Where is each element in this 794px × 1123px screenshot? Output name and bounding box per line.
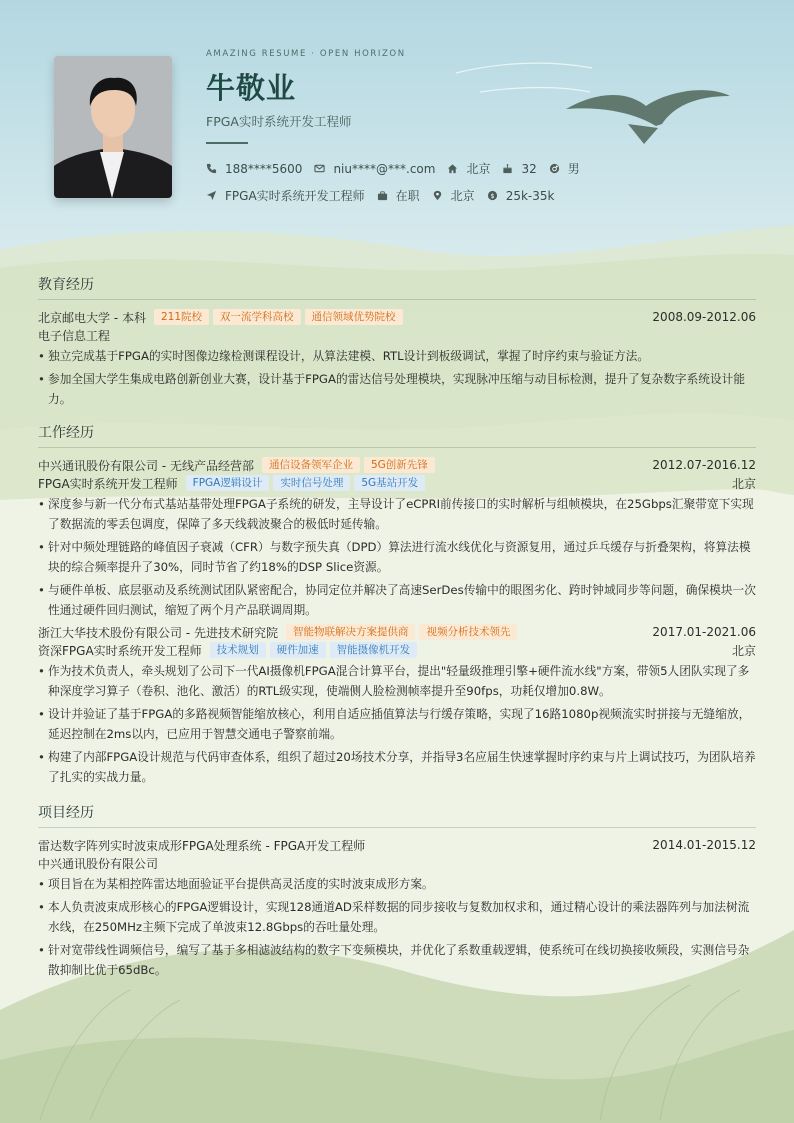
info-phone: 188****5600 [206,162,302,176]
list-item: • 针对中频处理链路的峰值因子衰减（CFR）与数字预失真（DPD）算法进行流水线优化与资源复用，通过乒乓缓存与折叠架构，将算法模块的综合频率提升了30%，同时节省了约18%的DSP Slice资源。 [38,537,756,577]
list-item: • 本人负责波束成形核心的FPGA逻辑设计，实现128通道AD采样数据的同步接收与复数加权求和，通过精心设计的乘法器阵列与加法树流水线，在250MHz主频下完成了单波束12.8Gbps的吞吐量处理。 [38,897,756,937]
info-location: 北京 [432,187,475,204]
job-city: 北京 [731,643,756,658]
skill-tag: 实时信号处理 [273,475,350,491]
list-item: • 针对宽带线性调频信号，编写了基于多相滤波结构的数字下变频模块，并优化了系数重载逻辑，使系统可在线切换接收频段，实测信号杂散抑制比优于65dBc。 [38,940,756,980]
phone-icon [206,163,217,174]
gender-icon [549,163,560,174]
skill-tag: 智能摄像机开发 [330,642,418,658]
list-item: • 独立完成基于FPGA的实时图像边缘检测课程设计，从算法建模、RTL设计到板级调试，掌握了时序约束与验证方法。 [38,346,756,366]
job-title: FPGA实时系统开发工程师 [206,114,352,129]
skill-tag: 技术规划 [210,642,266,658]
major: 电子信息工程 [38,328,111,343]
position: 资深FPGA实时系统开发工程师 [38,643,202,658]
info-row-job [206,187,566,204]
job-head [38,456,756,474]
school-name: 北京邮电大学 - 本科 [38,310,146,325]
education-bullets [38,346,756,409]
company-tag: 视频分析技术领先 [419,624,517,640]
list-item: • 参加全国大学生集成电路创新创业大赛，设计基于FPGA的雷达信号处理模块，实现脉冲压缩与动目标检测，提升了复杂数字系统设计能力。 [38,369,756,409]
info-target-job: FPGA实时系统开发工程师 [206,187,365,204]
candidate-name: 牛敬业 [206,71,297,105]
projects-section [38,802,756,983]
position-row [38,474,756,492]
info-status: 在职 [377,187,420,204]
major-row [38,326,756,344]
company-name: 浙江大华技术股份有限公司 - 先进技术研究院 [38,625,278,640]
section-title: 教育经历 [38,274,756,300]
location-icon [432,190,443,201]
tagline: AMAZING RESUME · OPEN HORIZON [206,49,406,59]
section-title: 工作经历 [38,422,756,448]
education-date: 2008.09-2012.06 [652,310,756,324]
status-icon [377,190,388,201]
school-tag: 双一流学科高校 [213,309,301,325]
list-item: • 构建了内部FPGA设计规范与代码审查体系，组织了超过20场技术分享，并指导3名应届生快速掌握时序约束与片上调试技巧，为团队培养了扎实的实战力量。 [38,747,756,787]
skill-tag: 硬件加速 [270,642,326,658]
info-email: niu****@***.com [314,162,435,176]
job-bullets [38,661,756,787]
info-salary: $ 25k-35k [487,189,555,203]
company-name: 中兴通讯股份有限公司 - 无线产品经营部 [38,458,254,473]
job-head [38,623,756,641]
list-item: • 作为技术负责人，牵头规划了公司下一代AI摄像机FPGA混合计算平台，提出"轻量级推理引擎+硬件流水线"方案，带领5人团队实现了多种深度学习算子（卷积、池化、激活）的RTL级实现，使端侧人脸检测帧率提升至90fps，功耗仅增加0.8W。 [38,661,756,701]
position-row [38,641,756,659]
project-name: 雷达数字阵列实时波束成形FPGA处理系统 - FPGA开发工程师 [38,838,366,853]
work-section [38,422,756,790]
skill-tag: 5G基站开发 [354,475,425,491]
list-item: • 项目旨在为某相控阵雷达地面验证平台提供高灵活度的实时波束成形方案。 [38,874,756,894]
project-org-row [38,854,756,872]
info-row-personal [206,160,592,177]
avatar [54,56,172,198]
mail-icon [314,163,325,174]
skill-tag: FPGA逻辑设计 [186,475,270,491]
bird-icon [566,84,732,146]
project-bullets [38,874,756,980]
company-tag: 5G创新先锋 [364,457,435,473]
job-city: 北京 [731,476,756,491]
job-date: 2012.07-2016.12 [652,458,756,472]
company-tag: 通信设备领军企业 [262,457,360,473]
title-divider [206,142,248,144]
position: FPGA实时系统开发工程师 [38,476,178,491]
school-tag: 211院校 [154,309,209,325]
company-tag: 智能物联解决方案提供商 [286,624,416,640]
school-tag: 通信领域优势院校 [305,309,403,325]
job-entry [38,623,756,787]
cake-icon [502,163,513,174]
send-icon [206,190,217,201]
project-date: 2014.01-2015.12 [652,838,756,852]
job-date: 2017.01-2021.06 [652,625,756,639]
info-gender: 男 [549,160,580,177]
info-city: 北京 [447,160,490,177]
home-icon [447,163,458,174]
job-entry [38,456,756,620]
section-title: 项目经历 [38,802,756,828]
list-item: • 深度参与新一代分布式基站基带处理FPGA子系统的研发，主导设计了eCPRI前传接口的实时解析与组帧模块，在25Gbps汇聚带宽下实现了数据流的零丢包调度，保障了多天线载波聚合的极低时延传输。 [38,494,756,534]
education-entry-head [38,308,756,326]
svg-text:$: $ [490,191,495,200]
salary-icon [487,190,498,201]
info-age: 32 [502,162,536,176]
list-item: • 与硬件单板、底层驱动及系统测试团队紧密配合，协同定位并解决了高速SerDes传输中的眼图劣化、跨时钟域同步等问题，确保模块一次性通过硬件回归测试，缩短了两个月产品联调周期。 [38,580,756,620]
list-item: • 设计并验证了基于FPGA的多路视频智能缩放核心，利用自适应插值算法与行缓存策略，实现了16路1080p视频流实时拼接与无缝缩放，延迟控制在2ms以内，已应用于智慧交通电子警察前端。 [38,704,756,744]
project-org: 中兴通讯股份有限公司 [38,856,159,871]
project-head [38,836,756,854]
education-section [38,274,756,412]
job-bullets [38,494,756,620]
